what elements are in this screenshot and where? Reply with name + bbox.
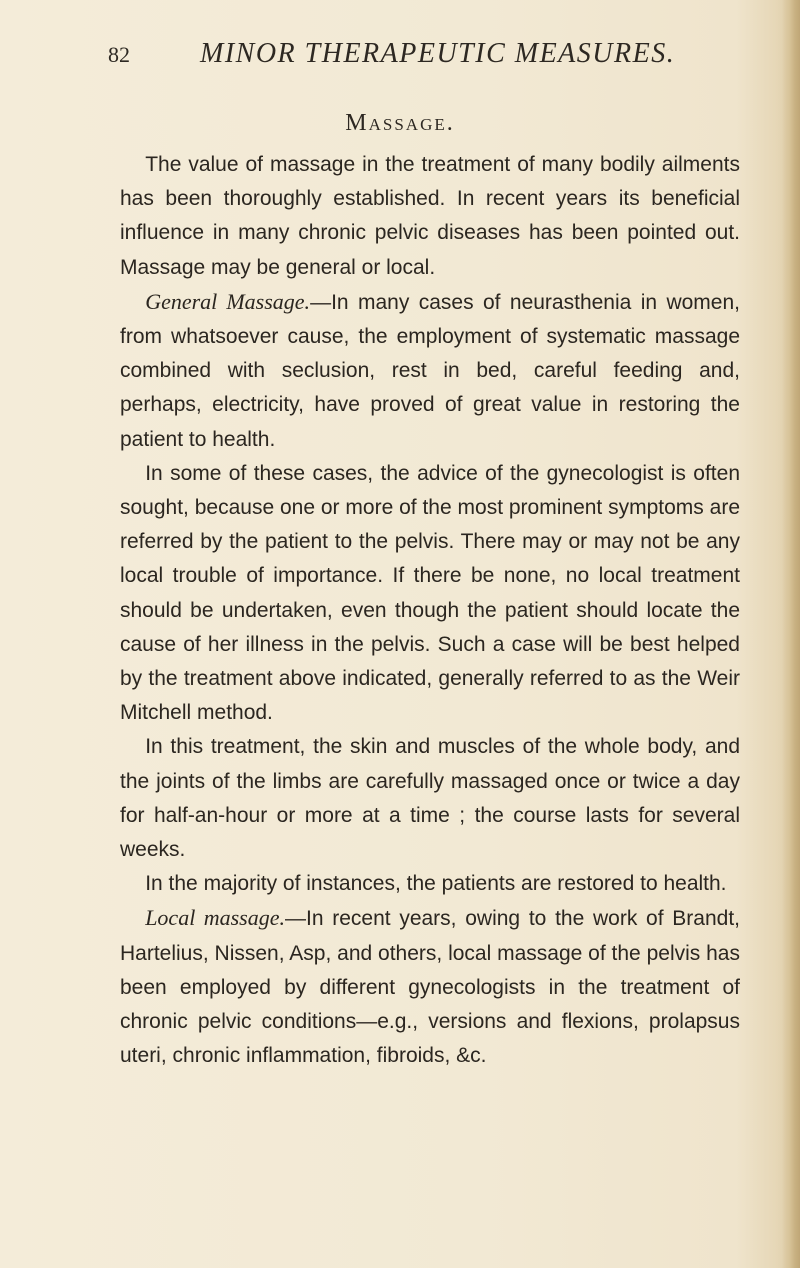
paragraph-text: —In recent years, owing to the work of Brandt, Hartelius, Nissen, Asp, and others, local massage of the pelvis has been employed by different gynecologists in the treatment of chronic pelvic conditions—e.g., versions and flexions, prolapsus uteri, chronic inflammation, fibroids, &c. [120, 907, 741, 1068]
paragraph [120, 901, 740, 1073]
run-in-heading: Local massage. [145, 905, 285, 931]
paragraph [120, 285, 740, 457]
running-head: MINOR THERAPEUTIC MEASURES. [200, 38, 676, 69]
paragraph [120, 730, 740, 867]
paragraph-text: In the majority of instances, the patients are restored to health. [145, 872, 727, 896]
paragraph [120, 457, 740, 731]
paragraph-text: In this treatment, the skin and muscles of the whole body, and the joints of the limbs are carefully massaged once or twice a day for half-an-hour or more at a time ; the course lasts for several weeks. [120, 735, 740, 862]
paragraph-text: —In many cases of neurasthenia in women, from whatsoever cause, the employment of systematic massage combined with seclusion, rest in bed, careful feeding and, perhaps, electricity, have proved of great value in restoring the patient to health. [120, 290, 740, 451]
body-text [120, 148, 740, 1073]
page-edge [782, 0, 800, 1268]
run-in-heading: General Massage. [145, 288, 311, 314]
paragraph-text: The value of massage in the treatment of many bodily ailments has been thoroughly established. In recent years its beneficial influence in many chronic pelvic diseases has been pointed out. Massage may be general or local. [120, 153, 740, 279]
paragraph [120, 867, 740, 901]
page-number: 82 [108, 42, 130, 67]
page-header [108, 38, 728, 78]
section-title: Massage. [345, 110, 455, 136]
paragraph-text: In some of these cases, the advice of the gynecologist is often sought, because one or more of the most prominent symptoms are referred by the patient to the pelvis. There may or may not be any local trouble of importance. If there be none, no local treatment should be undertaken, even though the patient should locate the cause of her illness in the pelvis. Such a case will be best helped by the treatment above indicated, generally referred to as the Weir Mitchell method. [120, 461, 740, 725]
paragraph [120, 148, 740, 285]
